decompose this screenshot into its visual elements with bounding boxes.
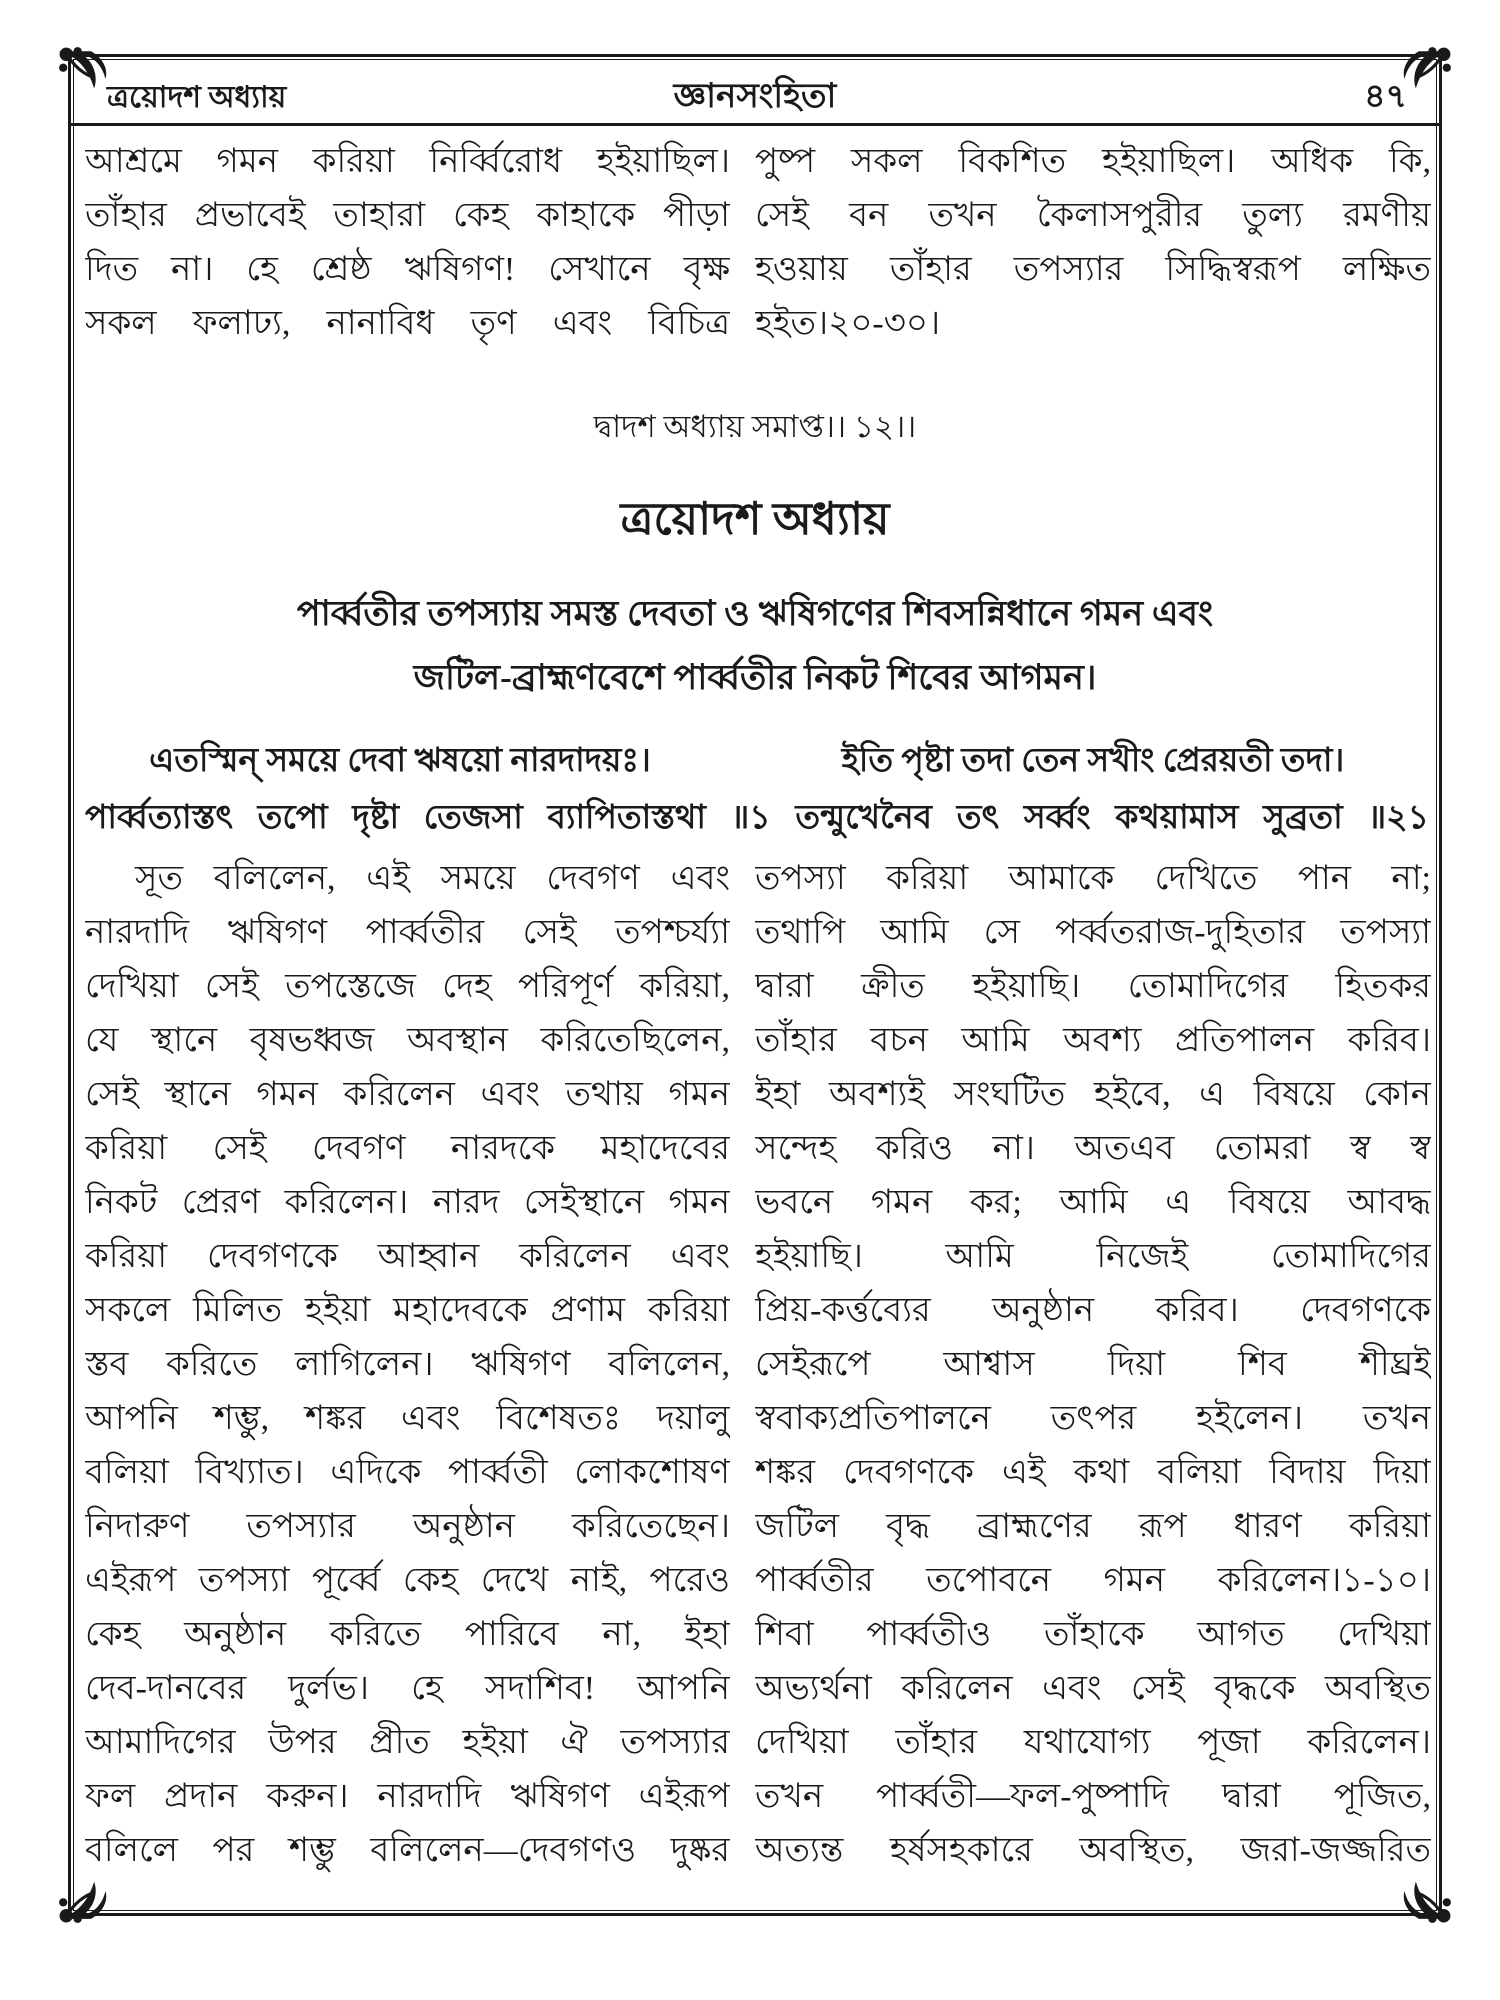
chapter-title: ত্রয়োদশ অধ্যায় [620,494,890,544]
text-line: আমাদিগের উপর প্রীত হইয়া ঐ তপস্যার [85,1724,730,1761]
text-line: ফল প্রদান করুন। নারদাদি ঋষিগণ এইরূপ [85,1778,730,1815]
chapter-subtitle-line-2: জটিল-ব্রাহ্মণবেশে পার্ব্বতীর নিকট শিবের আগমন। [413,658,1097,697]
text-line: যে স্থানে বৃষভধ্বজ অবস্থান করিতেছিলেন, [85,1022,730,1059]
page-frame [68,54,1442,1916]
header-page-number: ৪৭ [1364,79,1407,115]
text-line: নিকট প্রেরণ করিলেন। নারদ সেইস্থানে গমন [85,1184,730,1221]
text-line: বলিয়া বিখ্যাত। এদিকে পার্ব্বতী লোকশোষণ [85,1454,730,1491]
text-line: করিয়া সেই দেবগণ নারদকে মহাদেবের [85,1130,730,1167]
text-line: আপনি শম্ভু, শঙ্কর এবং বিশেষতঃ দয়ালু [85,1400,730,1437]
text-line: নিদারুণ তপস্যার অনুষ্ঠান করিতেছেন। [85,1508,730,1545]
text-line: সেই স্থানে গমন করিলেন এবং তথায় গমন [85,1076,730,1113]
text-line: হওয়ায় তাঁহার তপস্যার সিদ্ধিস্বরূপ লক্ষিত [755,251,1431,288]
text-line: দিত না। হে শ্রেষ্ঠ ঋষিগণ! সেখানে বৃক্ষ [85,251,730,288]
text-line: সূত বলিলেন, এই সময়ে দেবগণ এবং [135,860,730,897]
text-line: হইয়াছি। আমি নিজেই তোমাদিগের [755,1238,1431,1275]
text-line: হইত।২০-৩০। [755,305,941,342]
text-line: সেইরূপে আশ্বাস দিয়া শিব শীঘ্রই [755,1346,1431,1383]
text-line: করিয়া দেবগণকে আহ্বান করিলেন এবং [85,1238,730,1275]
chapter-end-line: দ্বাদশ অধ্যায় সমাপ্ত।। ১২।। [593,409,917,444]
body-right-column [755,852,1431,1878]
text-line: তখন পার্ব্বতী—ফল-পুষ্পাদি দ্বারা পূজিত, [755,1778,1431,1815]
text-line: ইহা অবশ্যই সংঘটিত হইবে, এ বিষয়ে কোন [755,1076,1431,1113]
text-line: দেব-দানবের দুর্লভ। হে সদাশিব! আপনি [85,1670,730,1707]
text-line: তপস্যা করিয়া আমাকে দেখিতে পান না; [755,860,1431,897]
text-line: অভ্যর্থনা করিলেন এবং সেই বৃদ্ধকে অবস্থিত [755,1670,1431,1707]
text-line: তথাপি আমি সে পর্ব্বতরাজ-দুহিতার তপস্যা [755,914,1431,951]
text-line: নারদাদি ঋষিগণ পার্ব্বতীর সেই তপশ্চর্য্যা [85,914,730,951]
continuation-left-column [85,135,730,351]
corner-flourish-icon [57,1859,123,1925]
header-book-title: জ্ঞানসংহিতা [673,78,837,115]
verse-line-right: ইতি পৃষ্টা তদা তেন সখীং প্রেরয়তী তদা। [841,743,1345,779]
text-line: দেখিয়া সেই তপস্তেজে দেহ পরিপূর্ণ করিয়া, [85,968,730,1005]
text-line: সকল ফলাঢ্য, নানাবিধ তৃণ এবং বিচিত্র [85,305,730,342]
corner-flourish-icon [57,45,123,111]
header-chapter-label: ত্রয়োদশ অধ্যায় [107,81,287,114]
corner-flourish-icon [1387,1859,1453,1925]
text-line: স্তব করিতে লাগিলেন। ঋষিগণ বলিলেন, [85,1346,730,1383]
body-left-column [85,852,730,1878]
text-line: তাঁহার প্রভাবেই তাহারা কেহ কাহাকে পীড়া [85,197,730,234]
text-line: তাঁহার বচন আমি অবশ্য প্রতিপালন করিব। [755,1022,1431,1059]
text-line: স্ববাক্যপ্রতিপালনে তৎপর হইলেন। তখন [755,1400,1431,1437]
verse-line-left: এতস্মিন্ সময়ে দেবা ঋষয়ো নারদাদয়ঃ। [149,743,651,779]
text-line: এইরূপ তপস্যা পূর্ব্বে কেহ দেখে নাই, পরেও [85,1562,730,1599]
header-rule [70,123,1440,126]
corner-flourish-icon [1387,45,1453,111]
text-line: শিবা পার্ব্বতীও তাঁহাকে আগত দেখিয়া [755,1616,1431,1653]
text-line: কেহ অনুষ্ঠান করিতে পারিবে না, ইহা [85,1616,730,1653]
text-line: সন্দেহ করিও না। অতএব তোমরা স্ব স্ব [755,1130,1431,1167]
text-line: সেই বন তখন কৈলাসপুরীর তুল্য রমণীয় [755,197,1431,234]
text-line: পার্ব্বতীর তপোবনে গমন করিলেন।১-১০। [755,1562,1431,1599]
chapter-subtitle-line-1: পার্ব্বতীর তপস্যায় সমস্ত দেবতা ও ঋষিগণের শিবসন্নিধানে গমন এবং [296,594,1214,633]
text-line: বলিলে পর শম্ভু বলিলেন—দেবগণও দুষ্কর [85,1832,730,1869]
verse-line-full: পার্ব্বত্যাস্তৎ তপো দৃষ্টা তেজসা ব্যাপিতাস্তথা ॥১ তন্মুখেনৈব তৎ সর্ব্বং কথয়ামাস সুব্রতা ॥২১ [85,800,1429,836]
text-line: আশ্রমে গমন করিয়া নির্ব্বিরোধ হইয়াছিল। [85,143,730,180]
text-line: জটিল বৃদ্ধ ব্রাহ্মণের রূপ ধারণ করিয়া [755,1508,1431,1545]
text-line: পুষ্প সকল বিকশিত হইয়াছিল। অধিক কি, [755,143,1431,180]
text-line: শঙ্কর দেবগণকে এই কথা বলিয়া বিদায় দিয়া [755,1454,1431,1491]
text-line: ভবনে গমন কর; আমি এ বিষয়ে আবদ্ধ [755,1184,1431,1221]
continuation-right-column [755,135,1431,351]
text-line: প্রিয়-কর্ত্তব্যের অনুষ্ঠান করিব। দেবগণকে [755,1292,1431,1329]
text-line: দেখিয়া তাঁহার যথাযোগ্য পূজা করিলেন। [755,1724,1431,1761]
text-line: সকলে মিলিত হইয়া মহাদেবকে প্রণাম করিয়া [85,1292,730,1329]
text-line: অত্যন্ত হর্ষসহকারে অবস্থিত, জরা-জজ্জরিত [755,1832,1431,1869]
text-line: দ্বারা ক্রীত হইয়াছি। তোমাদিগের হিতকর [755,968,1431,1005]
